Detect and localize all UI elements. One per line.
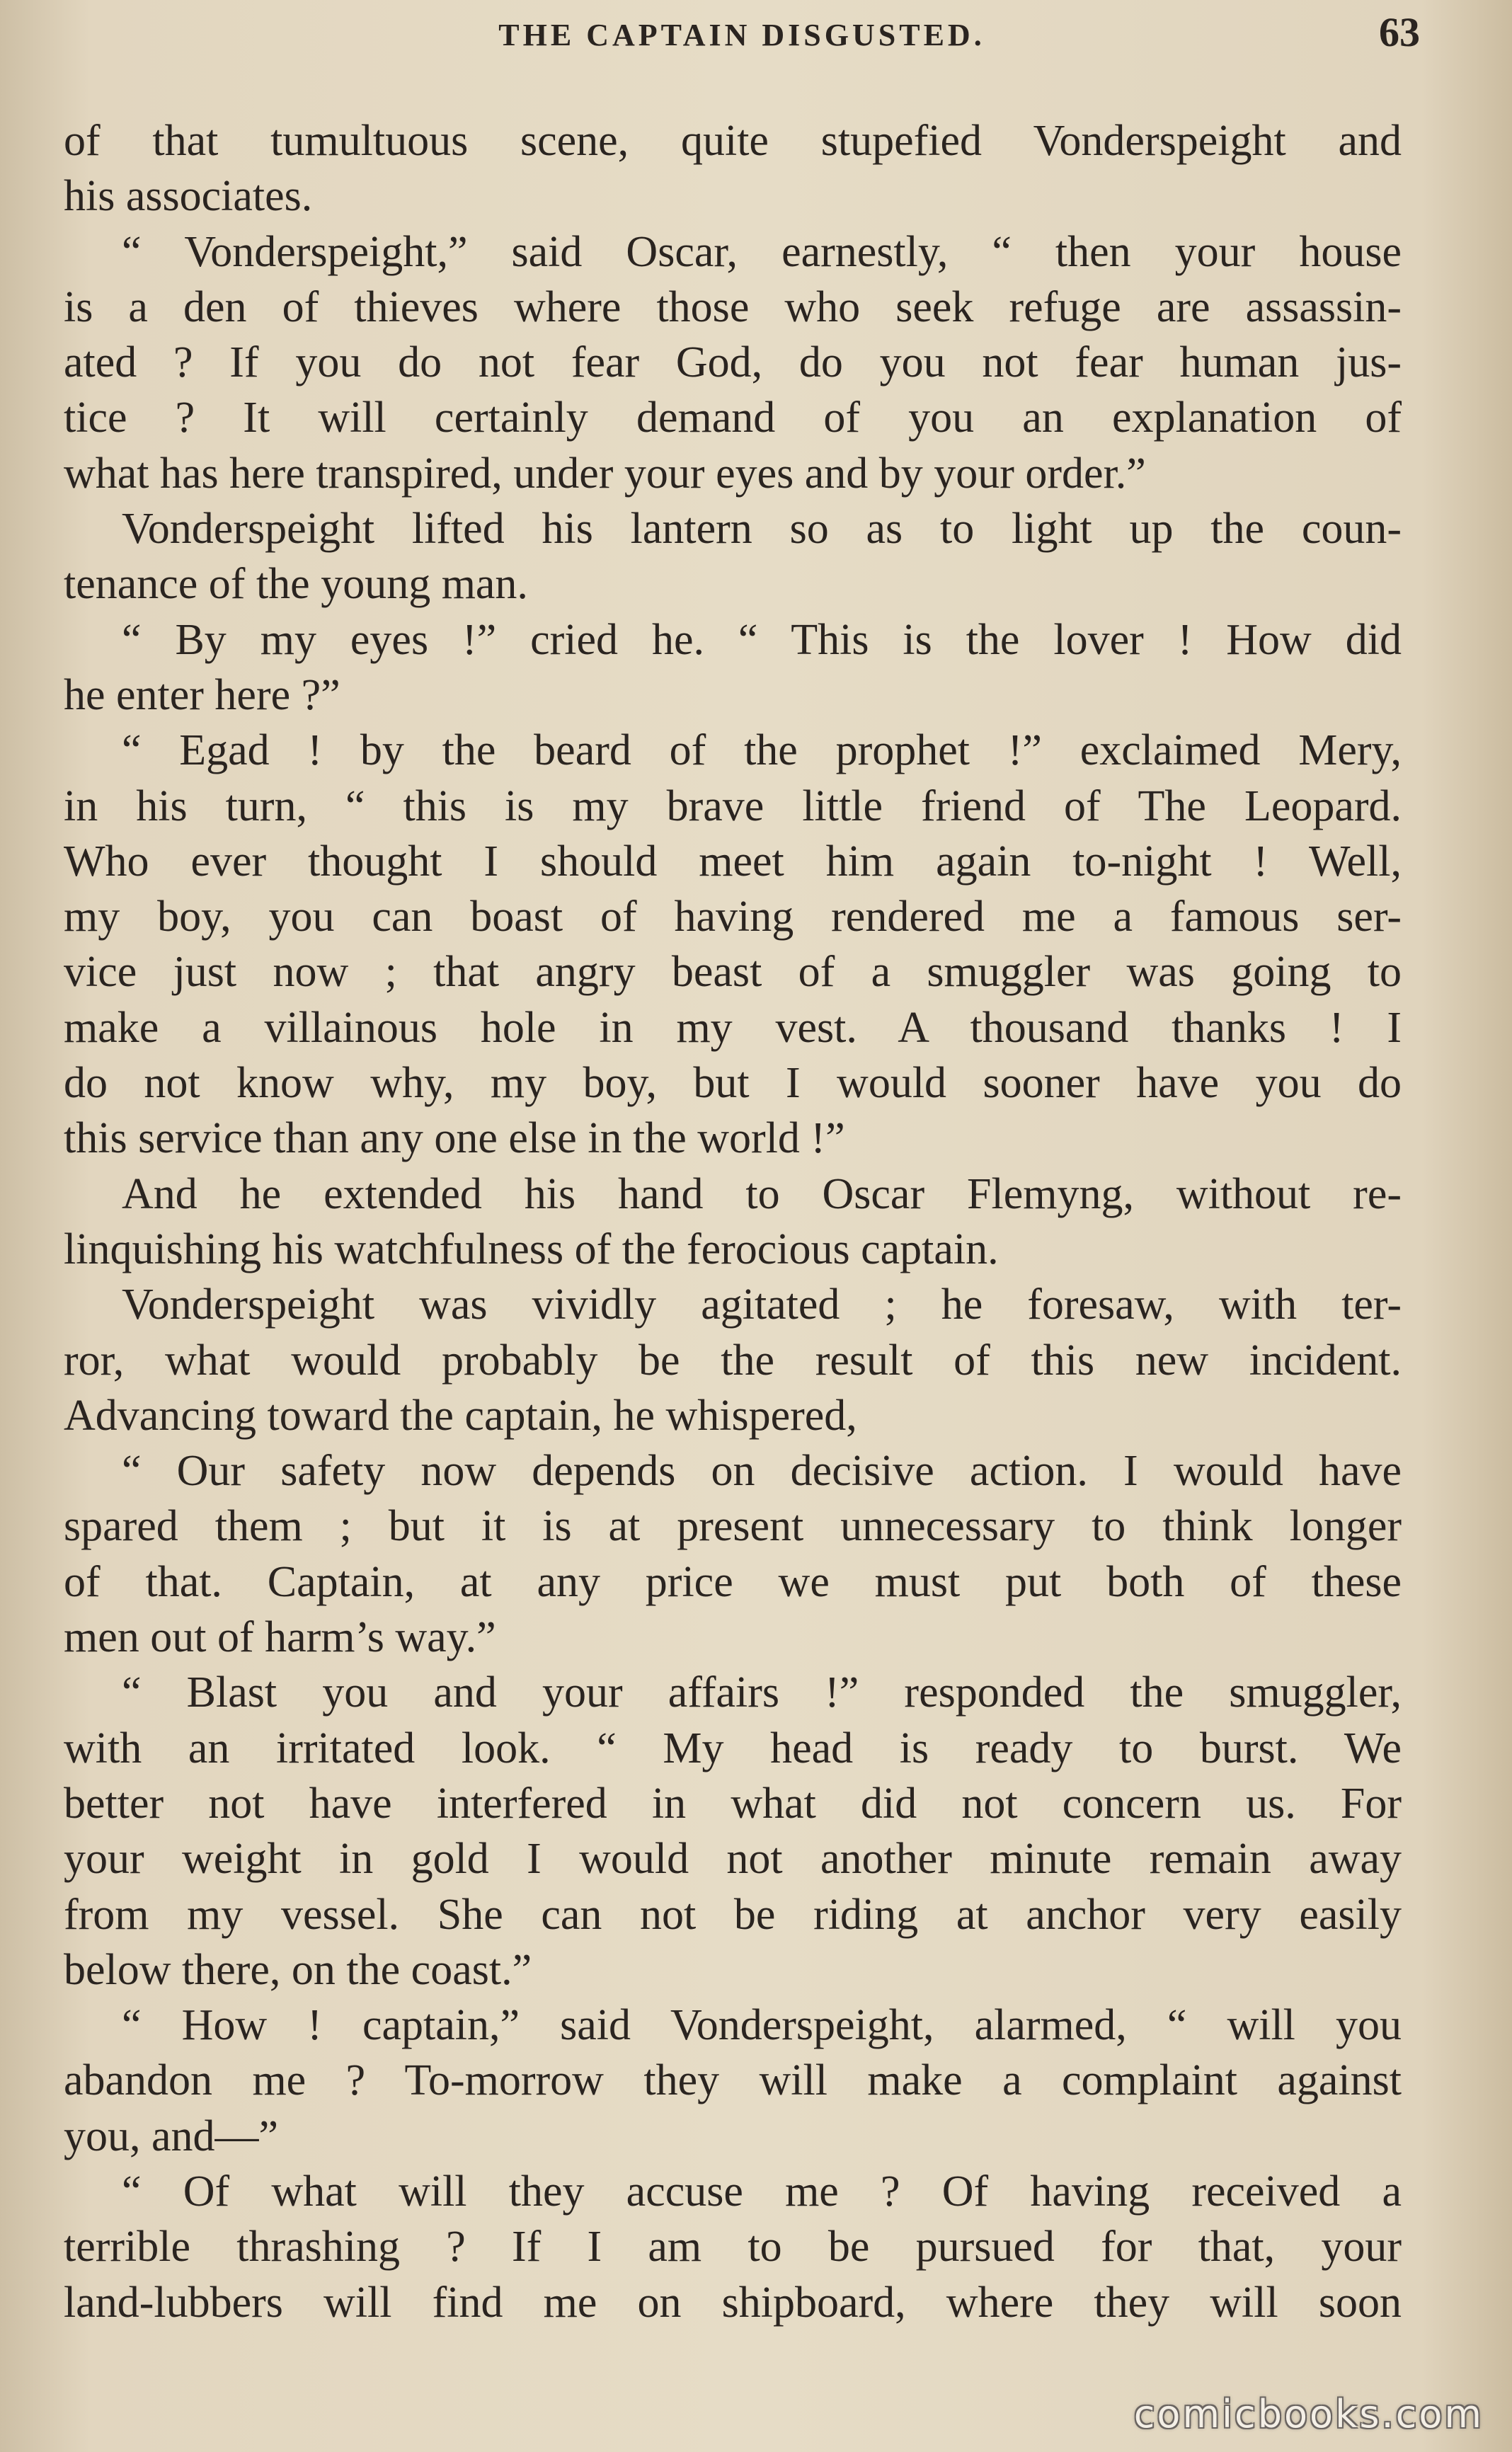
text-line: linquishing his watchfulness of the ferocious captain. <box>64 1225 999 1273</box>
text-line: make a villainous hole in my vest. A thousand thanks ! I <box>64 1003 1402 1052</box>
text-line: “ By my eyes !” cried he. “ This is the lover ! How did <box>122 615 1402 664</box>
text-line: with an irritated look. “ My head is ready to burst. We <box>64 1724 1402 1772</box>
text-line: tice ? It will certainly demand of you an explanation of <box>64 394 1402 442</box>
text-line: terrible thrashing ? If I am to be pursued for that, your <box>64 2223 1402 2271</box>
text-line: abandon me ? To-morrow they will make a complaint against <box>64 2056 1402 2105</box>
text-line: in his turn, “ this is my brave little friend of The Leopard. <box>64 781 1402 830</box>
watermark-logo: comicbooks.com <box>1133 2392 1484 2436</box>
text-line: from my vessel. She can not be riding at anchor very easily <box>64 1890 1402 1939</box>
text-line: tenance of the young man. <box>64 560 528 609</box>
text-line: below there, on the coast.” <box>64 1945 532 1994</box>
text-line: “ Blast you and your affairs !” responded the smuggler, <box>122 1668 1402 1717</box>
text-line: Advancing toward the captain, he whispered, <box>64 1391 857 1440</box>
text-line: spared them ; but it is at present unnecessary to think longer <box>64 1502 1402 1551</box>
text-line: of that tumultuous scene, quite stupefied Vonderspeight and <box>64 117 1402 165</box>
page-header <box>64 8 1420 58</box>
text-line: Vonderspeight lifted his lantern so as to light up the coun- <box>122 505 1402 554</box>
text-line: And he extended his hand to Oscar Flemyng, without re- <box>122 1169 1402 1218</box>
text-line: “ How ! captain,” said Vonderspeight, alarmed, “ will you <box>122 2001 1402 2050</box>
text-line: men out of harm’s way.” <box>64 1613 496 1662</box>
text-line: do not know why, my boy, but I would sooner have you do <box>64 1059 1402 1108</box>
text-line: better not have interfered in what did not concern us. For <box>64 1779 1402 1828</box>
text-line: this service than any one else in the world !” <box>64 1114 845 1163</box>
running-head: THE CAPTAIN DISGUSTED. <box>498 18 985 52</box>
text-line: ated ? If you do not fear God, do you not fear human jus- <box>64 338 1402 387</box>
body-text <box>64 113 1402 2330</box>
text-line: what has here transpired, under your eyes and by your order.” <box>64 449 1146 498</box>
text-line: Vonderspeight was vividly agitated ; he foresaw, with ter- <box>122 1281 1402 1329</box>
text-line: Who ever thought I should meet him again to-night ! Well, <box>64 837 1402 886</box>
text-line: “ Vonderspeight,” said Oscar, earnestly, “ then your house <box>122 227 1402 276</box>
text-line: “ Our safety now depends on decisive action. I would have <box>122 1447 1402 1496</box>
text-line: land-lubbers will find me on shipboard, where they will soon <box>64 2278 1402 2327</box>
text-line: he enter here ?” <box>64 670 340 719</box>
text-line: ror, what would probably be the result of this new incident. <box>64 1336 1402 1385</box>
text-line: his associates. <box>64 172 313 221</box>
text-line: “ Egad ! by the beard of the prophet !” exclaimed Mery, <box>122 726 1402 775</box>
text-line: vice just now ; that angry beast of a smuggler was going to <box>64 948 1402 997</box>
text-line: is a den of thieves where those who seek refuge are assassin- <box>64 282 1402 331</box>
text-line: of that. Captain, at any price we must put both of these <box>64 1557 1402 1606</box>
text-line: your weight in gold I would not another minute remain away <box>64 1835 1402 1884</box>
page-number: 63 <box>1379 9 1420 55</box>
text-line: “ Of what will they accuse me ? Of having received a <box>122 2167 1402 2216</box>
text-line: my boy, you can boast of having rendered me a famous ser- <box>64 893 1402 941</box>
text-line: you, and—” <box>64 2112 279 2160</box>
